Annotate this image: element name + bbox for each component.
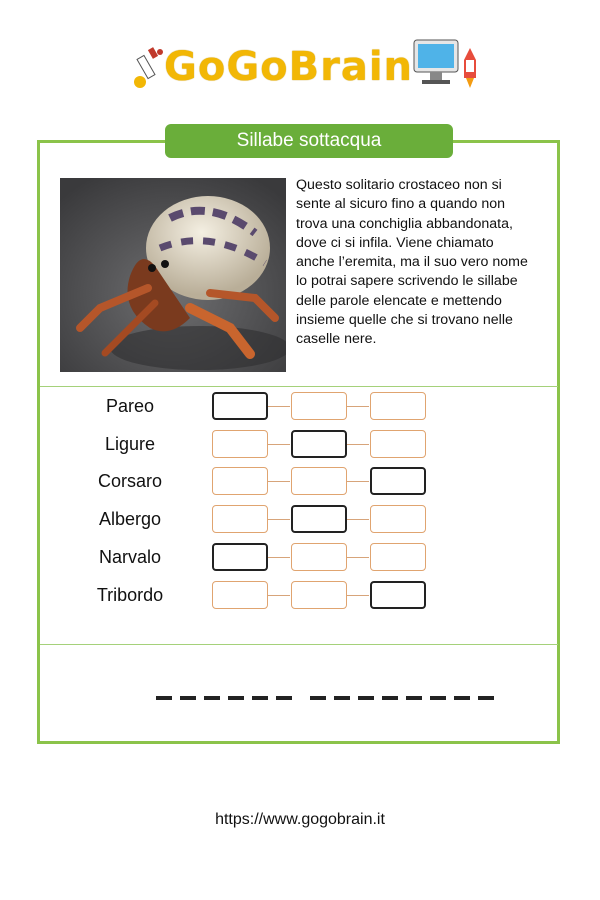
- syllable-box[interactable]: [212, 430, 268, 458]
- syllable-box[interactable]: [291, 392, 347, 420]
- logo: [0, 38, 600, 98]
- answer-blank[interactable]: [276, 696, 292, 700]
- box-connector: [268, 481, 290, 482]
- syllable-box-dark[interactable]: [212, 392, 268, 420]
- box-connector: [347, 557, 369, 558]
- box-connector: [347, 481, 369, 482]
- answer-blank[interactable]: [204, 696, 220, 700]
- word-label: Corsaro: [97, 471, 163, 492]
- footer-url[interactable]: https://www.gogobrain.it: [215, 811, 385, 828]
- syllable-box[interactable]: [212, 581, 268, 609]
- box-connector: [268, 444, 290, 445]
- syllable-box[interactable]: [370, 392, 426, 420]
- word-label: Ligure: [104, 433, 156, 454]
- syllable-box[interactable]: [370, 505, 426, 533]
- word-label: Tribordo: [96, 584, 164, 605]
- syllable-box[interactable]: [291, 467, 347, 495]
- syllable-box-dark[interactable]: [291, 505, 347, 533]
- hermit-crab-photo: [60, 178, 286, 372]
- box-connector: [268, 595, 290, 596]
- syllable-box-dark[interactable]: [291, 430, 347, 458]
- answer-blank[interactable]: [310, 696, 326, 700]
- syllable-box[interactable]: [212, 505, 268, 533]
- box-connector: [268, 557, 290, 558]
- box-connector: [268, 519, 290, 520]
- word-label: Pareo: [105, 396, 155, 416]
- divider-bottom: [40, 644, 558, 645]
- answer-blank[interactable]: [430, 696, 446, 700]
- box-connector: [268, 406, 290, 407]
- syllable-box-dark[interactable]: [212, 543, 268, 571]
- logo-text: GoGoBrain: [164, 44, 414, 90]
- box-connector: [347, 519, 369, 520]
- divider-top: [40, 386, 558, 387]
- page-title: Sillabe sottacqua: [165, 124, 453, 158]
- answer-blank[interactable]: [454, 696, 470, 700]
- word-label: Albergo: [98, 509, 162, 530]
- answer-blank[interactable]: [478, 696, 494, 700]
- box-connector: [347, 444, 369, 445]
- box-connector: [347, 595, 369, 596]
- syllable-box-dark[interactable]: [370, 581, 426, 609]
- syllable-box[interactable]: [370, 543, 426, 571]
- syllable-box[interactable]: [212, 467, 268, 495]
- syllable-box[interactable]: [370, 430, 426, 458]
- telescope-icon: [132, 46, 168, 90]
- intro-text: Questo solitario crostaceo non si sente al sicuro fino a quando non trova una conchiglia abbandonata, dove ci si infila. Viene chiamato anche l’eremita, ma il suo vero nome lo potrai sapere scrivendo le sillabe delle parole elencate e mettendo insieme quelle che si trovano nelle caselle nere.: [296, 177, 528, 348]
- word-label: Narvalo: [98, 546, 162, 567]
- answer-blank[interactable]: [252, 696, 268, 700]
- computer-rocket-icon: [412, 38, 482, 90]
- box-connector: [347, 406, 369, 407]
- answer-blank[interactable]: [228, 696, 244, 700]
- answer-blank[interactable]: [406, 696, 422, 700]
- syllable-box-dark[interactable]: [370, 467, 426, 495]
- answer-blank[interactable]: [358, 696, 374, 700]
- answer-blank[interactable]: [334, 696, 350, 700]
- syllable-box[interactable]: [291, 543, 347, 571]
- answer-blank[interactable]: [156, 696, 172, 700]
- syllable-box[interactable]: [291, 581, 347, 609]
- answer-blank[interactable]: [180, 696, 196, 700]
- answer-blank[interactable]: [382, 696, 398, 700]
